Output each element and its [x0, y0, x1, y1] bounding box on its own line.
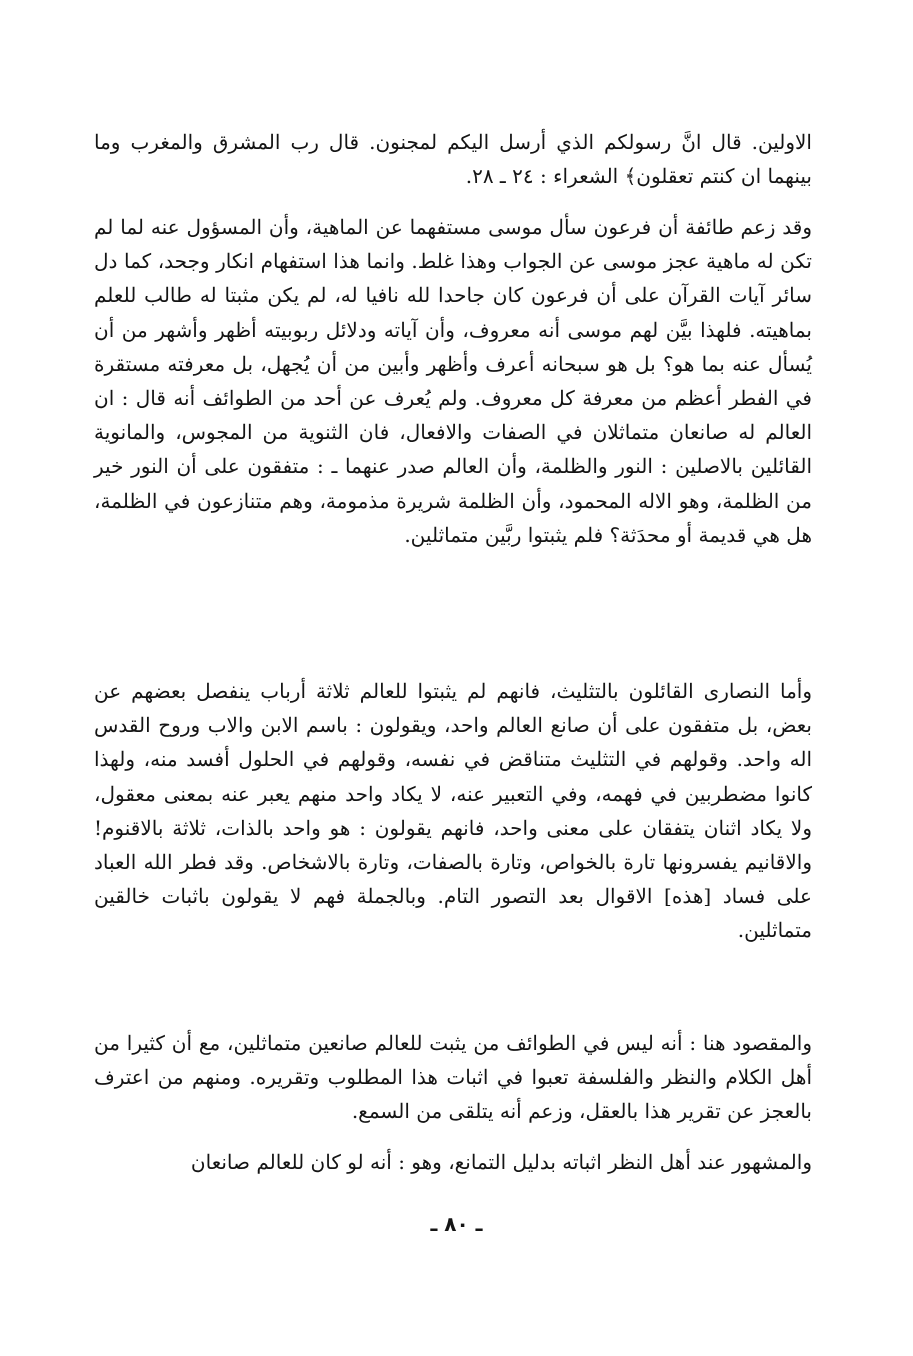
paragraph-1 — [94, 125, 812, 193]
paragraph-text: الاولين. قال انَّ رسولكم الذي أرسل اليكم لمجنون. قال رب المشرق والمغرب وما بينهما ان كنتم تعقلون﴾ الشعراء : ٢٤ ـ ٢٨. — [94, 130, 812, 189]
paragraph-text: وأما النصارى القائلون بالتثليث، فانهم لم يثبتوا للعالم ثلاثة أرباب ينفصل بعضهم عن بعض، بل متفقون على أن صانع العالم واحد، ويقولون : باسم الابن والاب وروح القدس اله واحد. وقولهم في التثليث متناقض في نفسه، وقولهم في الحلول أفسد منه، ولهذا كانوا مضطربين في فهمه، وفي التعبير عنه، لا يكاد واحد منهم يعبر عنه بمعنى معقول، ولا يكاد اثنان يتفقان على معنى واحد، فانهم يقولون : هو واحد بالذات، ثلاثة بالاقنوم! والاقانيم يفسرونها تارة بالخواص، وتارة بالصفات، وتارة بالاشخاص. وقد فطر الله العباد على فساد [هذه] الاقوال بعد التصور التام. وبالجملة فهم لا يقولون باثبات خالقين متماثلين. — [94, 679, 812, 943]
paragraph-text: والمشهور عند أهل النظر اثباته بدليل التمانع، وهو : أنه لو كان للعالم صانعان — [190, 1150, 812, 1174]
page-number: ـ ٨٠ ـ — [430, 1212, 483, 1236]
paragraph-text: والمقصود هنا : أنه ليس في الطوائف من يثبت للعالم صانعين متماثلين، مع أن كثيرا من أهل الكلام والنظر والفلسفة تعبوا في اثبات هذا المطلوب وتقريره. ومنهم من اعترف بالعجز عن تقرير هذا بالعقل، وزعم أنه يتلقى من السمع. — [94, 1031, 812, 1124]
paragraph-4 — [94, 1026, 812, 1129]
paragraph-text: وقد زعم طائفة أن فرعون سأل موسى مستفهما عن الماهية، وأن المسؤول عنه لما لم تكن له ماهية عجز موسى عن الجواب وهذا غلط. وانما هذا استفهام انكار وجحد، كما دل سائر آيات القرآن على أن فرعون كان جاحدا لله نافيا له، لم يكن مثبتا له طالب للعلم بماهيته. فلهذا بيَّن لهم موسى أنه معروف، وأن آياته ودلائل ربوبيته أظهر وأشهر من أن يُسأل عنه بما هو؟ بل هو سبحانه أعرف وأظهر وأبين من أن يُجهل، بل معرفته مستقرة في الفطر أعظم من معرفة كل معروف. ولم يُعرف عن أحد من الطوائف أنه قال : ان العالم له صانعان متماثلان في الصفات والافعال، فان الثنوية من المجوس، والمانوية القائلين بالاصلين : النور والظلمة، وأن العالم صدر عنهما ـ : متفقون على أن النور خير من الظلمة، وهو الاله المحمود، وأن الظلمة شريرة مذمومة، وهم متنازعون في الظلمة، هل هي قديمة أو محدَثة؟ فلم يثبتوا ربَّين متماثلين. — [94, 215, 812, 547]
paragraph-3 — [94, 674, 812, 948]
paragraph-2 — [94, 210, 812, 552]
paragraph-5 — [94, 1145, 812, 1179]
